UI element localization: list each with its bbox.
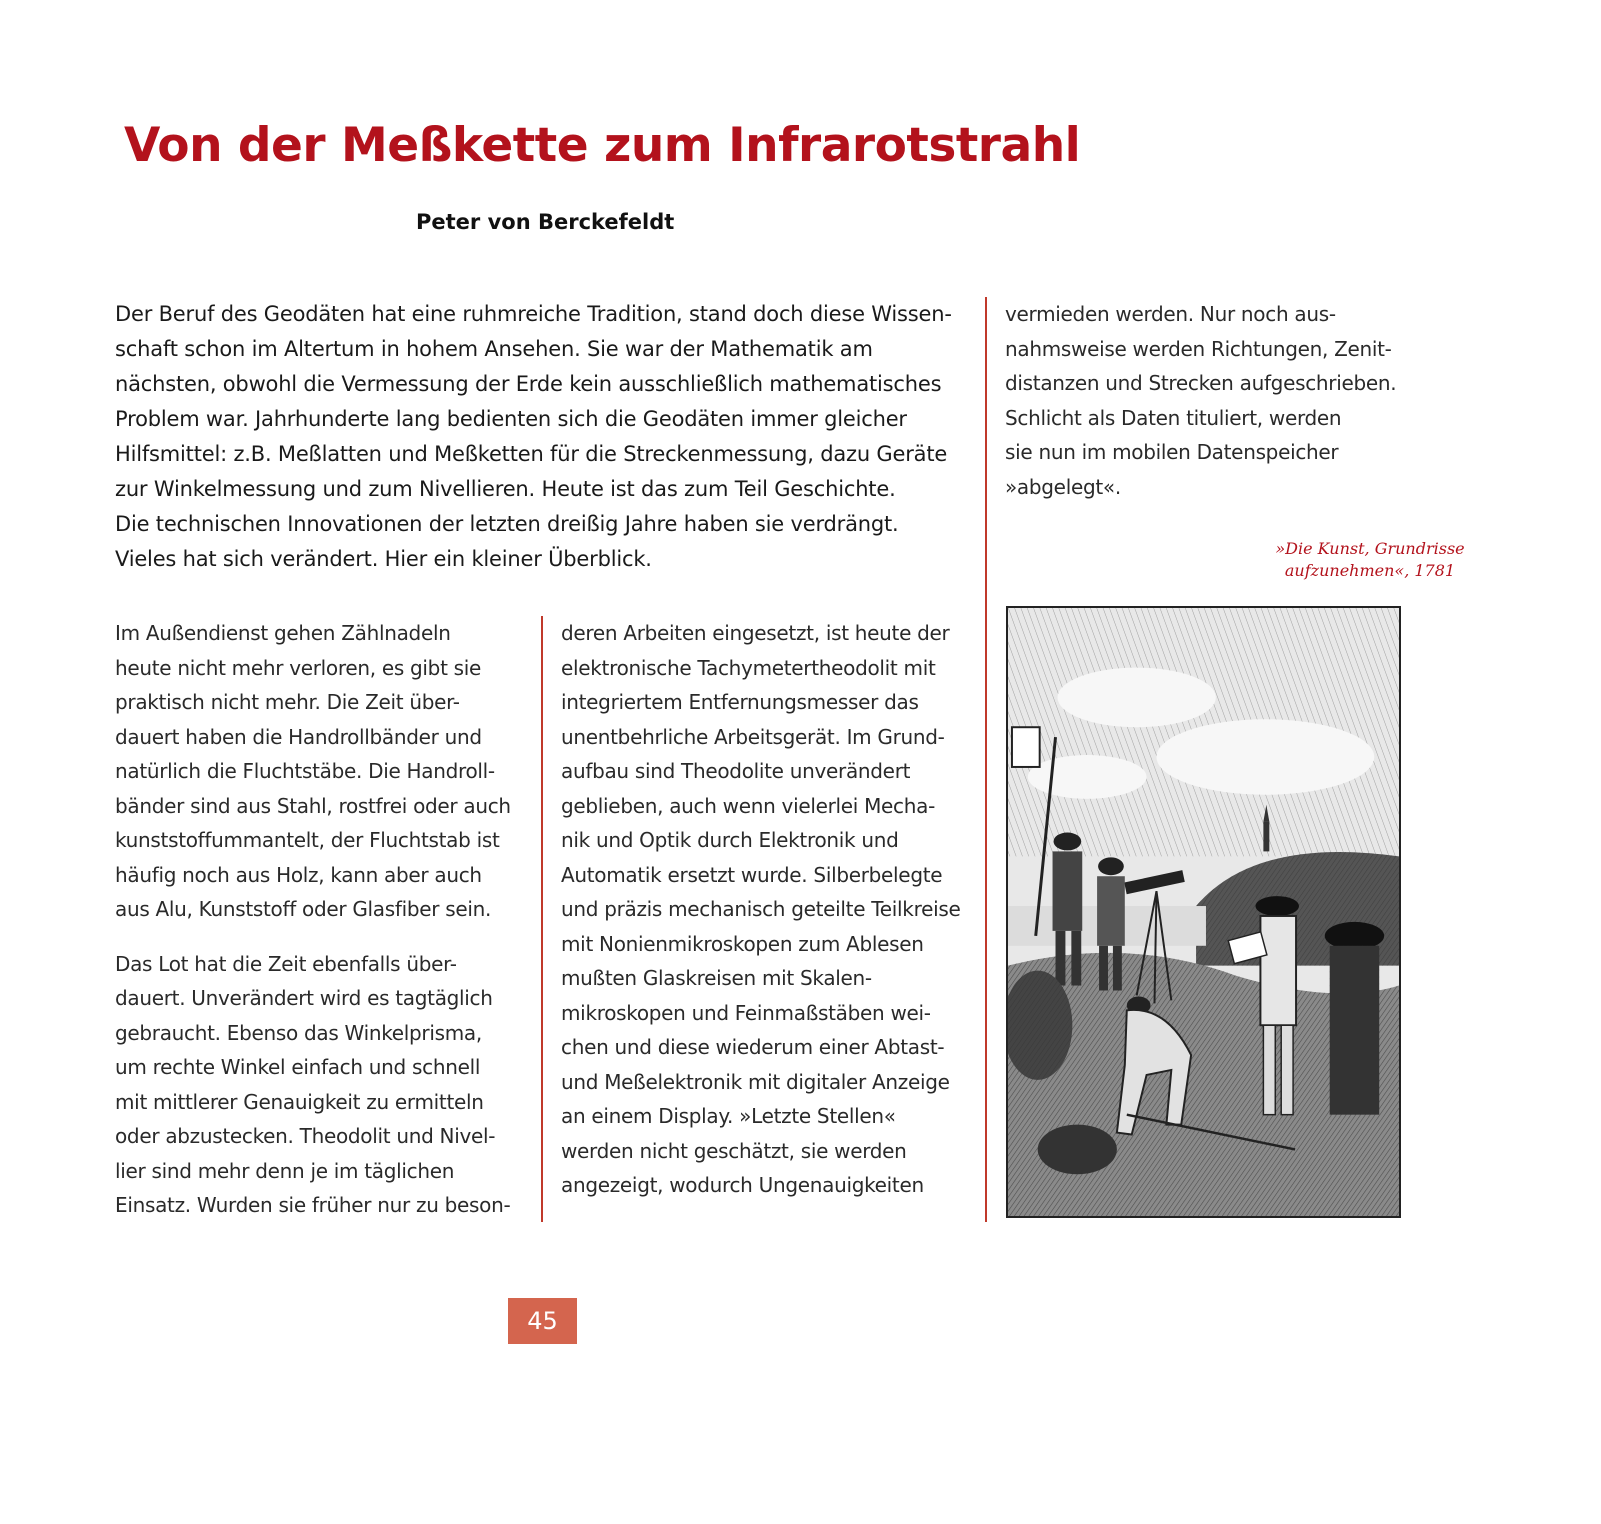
body-line: integriertem Entfernungsmesser das xyxy=(561,690,919,714)
body-line: lier sind mehr denn je im täglichen xyxy=(115,1158,455,1183)
intro-line: Vieles hat sich verändert. Hier ein kleiner Überblick. xyxy=(115,547,652,571)
body-line: natürlich die Fluchtstäbe. Die Handroll- xyxy=(115,759,495,783)
survey-flag xyxy=(1012,727,1040,767)
body-line: unentbehrliche Arbeitsgerät. Im Grund- xyxy=(561,724,945,749)
article-author: Peter von Berckefeldt xyxy=(416,210,675,234)
column-divider-red xyxy=(985,297,987,1222)
body-line: oder abzustecken. Theodolit und Nivel- xyxy=(115,1124,496,1148)
body-line: um rechte Winkel einfach und schnell xyxy=(115,1055,481,1079)
cloud xyxy=(1156,719,1374,795)
engraving-drawing xyxy=(1008,608,1399,1216)
body-line: mußten Glaskreisen mit Skalen- xyxy=(561,966,872,990)
body-line: deren Arbeiten eingesetzt, ist heute der xyxy=(561,621,950,645)
intro-line: nächsten, obwohl die Vermessung der Erde kein ausschließlich mathematisches xyxy=(115,372,942,396)
body-paragraph xyxy=(1005,297,1425,504)
column-divider-red xyxy=(541,616,543,1222)
body-line: elektronische Tachymetertheodolit mit xyxy=(561,655,936,680)
body-line: bänder sind aus Stahl, rostfrei oder auch xyxy=(115,793,511,818)
body-line: aufbau sind Theodolite unverändert xyxy=(561,759,911,783)
body-line: gebraucht. Ebenso das Winkelprisma, xyxy=(115,1020,482,1045)
body-paragraph xyxy=(115,947,535,1223)
body-line: heute nicht mehr verloren, es gibt sie xyxy=(115,655,482,680)
article-title: Von der Meßkette zum Infrarotstrahl xyxy=(124,118,1081,173)
body-line: kunststoffummantelt, der Fluchtstab ist xyxy=(115,828,500,852)
church-tower xyxy=(1263,822,1269,852)
body-line: häufig noch aus Holz, kann aber auch xyxy=(115,862,482,887)
body-line: dauert. Unverändert wird es tagtäglich xyxy=(115,986,493,1010)
body-line: aus Alu, Kunststoff oder Glasfiber sein. xyxy=(115,897,492,921)
body-line: »abgelegt«. xyxy=(1005,474,1121,499)
body-column-3 xyxy=(1005,297,1425,504)
page-number-badge: 45 xyxy=(508,1298,577,1344)
body-line: Im Außendienst gehen Zählnadeln xyxy=(115,621,451,645)
cloud xyxy=(1057,668,1215,728)
body-paragraph xyxy=(115,616,535,927)
body-line: geblieben, auch wenn vielerlei Mecha- xyxy=(561,793,935,818)
body-line: distanzen und Strecken aufgeschrieben. xyxy=(1005,371,1397,395)
intro-line: schaft schon im Altertum in hohem Ansehen. Sie war der Mathematik am xyxy=(115,337,873,361)
body-line: vermieden werden. Nur noch aus- xyxy=(1005,302,1336,326)
intro-line: Die technischen Innovationen der letzten dreißig Jahre haben sie verdrängt. xyxy=(115,512,899,536)
intro-line: Problem war. Jahrhunderte lang bedienten sich die Geodäten immer gleicher xyxy=(115,407,907,431)
body-column-1 xyxy=(115,616,535,1223)
body-line: werden nicht geschätzt, sie werden xyxy=(561,1138,907,1163)
body-line: Einsatz. Wurden sie früher nur zu beson- xyxy=(115,1193,511,1217)
body-line: sie nun im mobilen Datenspeicher xyxy=(1005,440,1339,464)
intro-paragraph xyxy=(115,297,975,577)
body-column-2 xyxy=(561,616,981,1203)
body-line: Das Lot hat die Zeit ebenfalls über- xyxy=(115,951,457,976)
body-line: mit Nonienmikroskopen zum Ablesen xyxy=(561,931,924,956)
caption-line: aufzunehmen«, 1781 xyxy=(1284,561,1456,580)
body-line: angezeigt, wodurch Ungenauigkeiten xyxy=(561,1173,924,1197)
intro-line: Der Beruf des Geodäten hat eine ruhmreiche Tradition, stand doch diese Wissen- xyxy=(115,302,952,326)
body-line: nahmsweise werden Richtungen, Zenit- xyxy=(1005,336,1392,361)
body-line: praktisch nicht mehr. Die Zeit über- xyxy=(115,690,460,714)
intro-line: Hilfsmittel: z.B. Meßlatten und Meßketten für die Streckenmessung, dazu Geräte xyxy=(115,442,948,466)
rock xyxy=(1038,1125,1117,1175)
cloud xyxy=(1028,755,1147,799)
body-line: dauert haben die Handrollbänder und xyxy=(115,724,482,749)
body-line: nik und Optik durch Elektronik und xyxy=(561,828,899,852)
body-line: Automatik ersetzt wurde. Silberbelegte xyxy=(561,862,943,887)
body-line: chen und diese wiederum einer Abtast- xyxy=(561,1035,945,1059)
body-line: an einem Display. »Letzte Stellen« xyxy=(561,1104,896,1128)
figure-caption xyxy=(1240,538,1500,582)
body-line: mikroskopen und Feinmaßstäben wei- xyxy=(561,1000,931,1025)
body-line: Schlicht als Daten tituliert, werden xyxy=(1005,405,1342,430)
body-line: mit mittlerer Genauigkeit zu ermitteln xyxy=(115,1089,484,1114)
body-paragraph xyxy=(561,616,981,1203)
surveying-engraving-illustration xyxy=(1006,606,1401,1218)
intro-line: zur Winkelmessung und zum Nivellieren. Heute ist das zum Teil Geschichte. xyxy=(115,477,896,501)
body-line: und präzis mechanisch geteilte Teilkreise xyxy=(561,897,961,921)
caption-line: »Die Kunst, Grundrisse xyxy=(1275,539,1465,558)
body-line: und Meßelektronik mit digitaler Anzeige xyxy=(561,1069,950,1094)
